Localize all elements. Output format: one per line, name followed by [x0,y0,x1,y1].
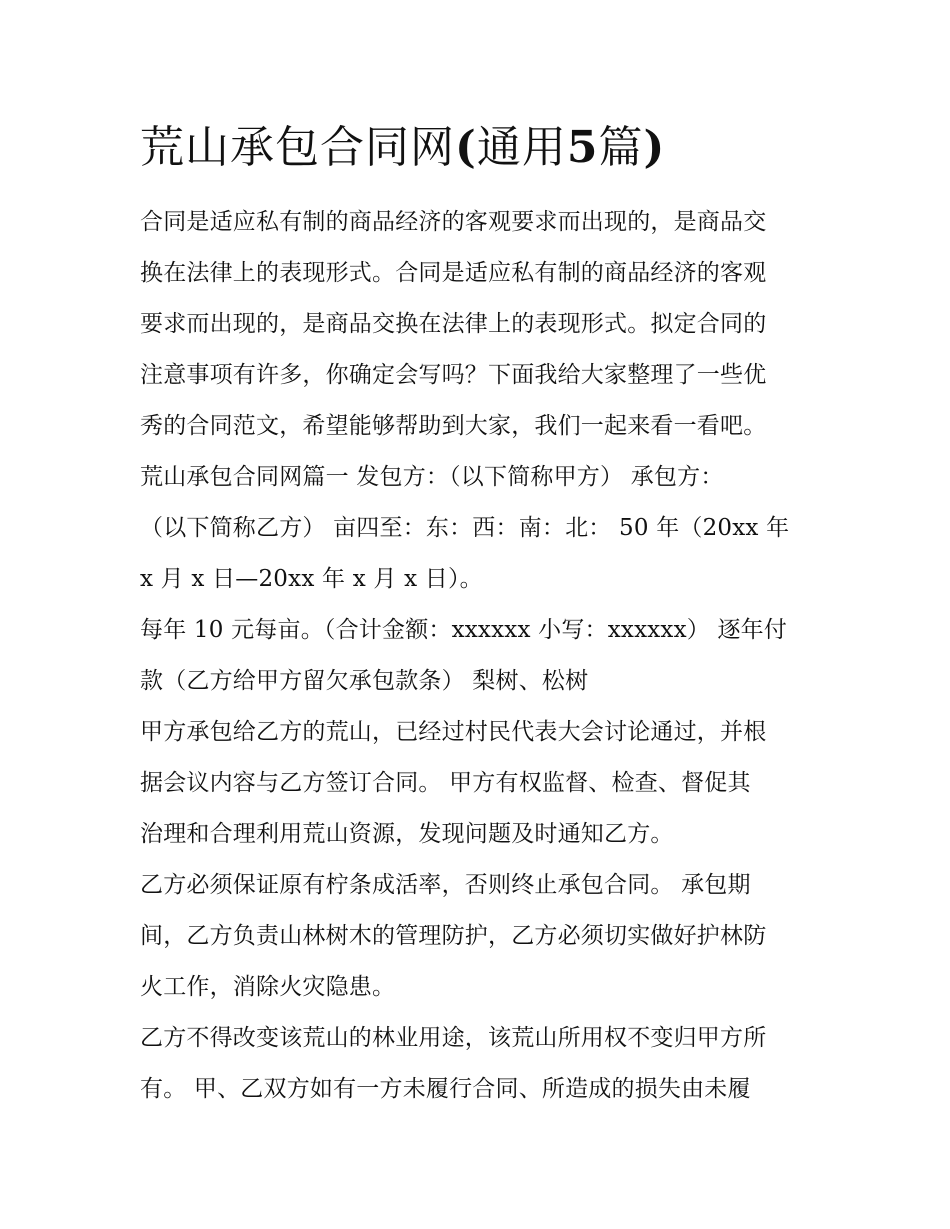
body-line: 荒山承包合同网篇一 发包方：（以下简称甲方） 承包方： [140,464,724,490]
body-line: 火工作，消除火灾隐患。 [140,974,396,1000]
title-general: 通用 [476,122,567,173]
body-line: 注意事项有许多，你确定会写吗？下面我给大家整理了一些优 [140,362,767,388]
title-paren-open: ( [455,122,477,173]
body-line: 甲方承包给乙方的荒山，已经过村民代表大会讨论通过，并根 [140,719,767,745]
title-piece: 篇 [598,122,644,173]
title-count: 5 [566,122,599,173]
body-line: 换在法律上的表现形式。合同是适应私有制的商品经济的客观 [140,260,767,286]
body-line: 据会议内容与乙方签订合同。 甲方有权监督、检查、督促其 [140,770,751,796]
document-title [140,118,840,178]
body-line: 治理和合理利用荒山资源，发现问题及时通知乙方。 [140,821,674,847]
body-line: （以下简称乙方） 亩四至：东：西：南：北： 50 年（20xx 年 [140,515,790,541]
body-line: 合同是适应私有制的商品经济的客观要求而出现的，是商品交 [140,209,767,235]
body-line: 要求而出现的，是商品交换在法律上的表现形式。拟定合同的 [140,311,767,337]
document-body [140,197,812,1115]
body-line: 有。 甲、乙双方如有一方未履行合同、所造成的损失由未履 [140,1076,751,1102]
body-line: 乙方不得改变该荒山的林业用途，该荒山所用权不变归甲方所 [140,1025,767,1051]
body-line: 秀的合同范文，希望能够帮助到大家，我们一起来看一看吧。 [140,413,767,439]
body-line: x 月 x 日—20xx 年 x 月 x 日）。 [140,566,483,592]
title-main: 荒山承包合同网 [140,122,455,173]
body-line: 间，乙方负责山林树木的管理防护，乙方必须切实做好护林防 [140,923,767,949]
body-line: 款（乙方给甲方留欠承包款条） 梨树、松树 [140,668,589,694]
title-paren-close: ) [643,122,666,173]
body-line: 每年 10 元每亩。（合计金额：xxxxxx 小写：xxxxxx） 逐年付 [140,617,788,643]
body-line: 乙方必须保证原有柠条成活率，否则终止承包合同。 承包期 [140,872,751,898]
